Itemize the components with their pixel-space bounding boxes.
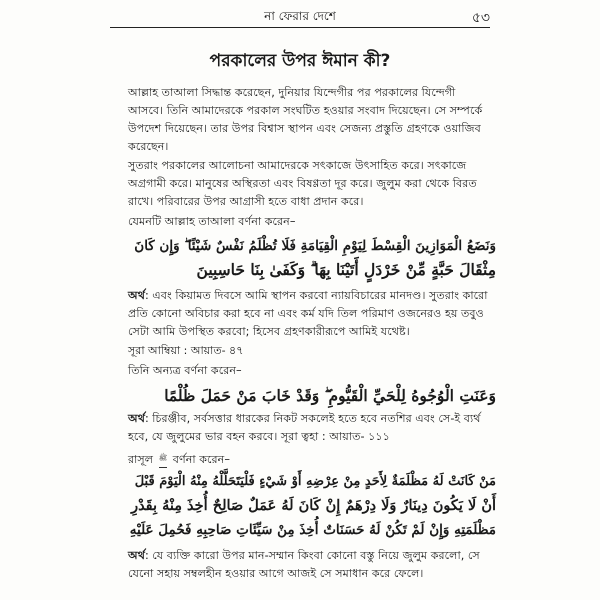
translation-1-text: : এবং কিয়ামত দিবসে আমি স্থাপন করবো ন্যায়বিচারের মানদণ্ড। সুতরাং কারো প্রতি কোনো অবিচার করা হবে না এবং কর্ম যদি তিল পরিমাণ ওজনেরও হয় তবুও সেটা আমি উপস্থিত করবো; হিসেব গ্রহণকারীরূপে আমিই যথেষ্ট। (128, 289, 488, 338)
verse-2-line-1: وَعَنَتِ الْوُجُوهُ لِلْحَيِّ الْقَيُّومِ ۖ وَقَدْ خَابَ مَنْ حَمَلَ ظُلْمًا (164, 386, 496, 405)
reference-1: সূরা আম্বিয়া : আয়াত- ৪৭ (128, 344, 244, 357)
paragraph-1: আল্লাহ তাআলা সিদ্ধান্ত করেছেন, দুনিয়ার যিন্দেগীর পর পরকালের যিন্দেগী আসবে। তিনি আমাদেরকে পরকাল সংঘটিত হওয়ার সংবাদ দিয়েছেন। সে সম্পর্কে উপদেশ দিয়েছেন। তার উপর বিশ্বাস স্থাপন এবং সেজন্য প্রস্তুতি গ্রহণকে ওয়াজিব করেছেন। (128, 86, 483, 153)
translation-1 (128, 287, 493, 341)
verse-1-line-2: مِثْقَالَ حَبَّةٍ مِّنْ خَرْدَلٍ أَتَيْنَا بِهَا ۗ وَكَفَىٰ بِنَا حَاسِبِينَ (196, 260, 496, 279)
hadith-line-2: أَنْ لَا يَكُونَ دِينَارٌ وَلَا دِرْهَمٌ إِنْ كَانَ لَهُ عَمَلٌ صَالِحٌ أُخِذَ مِنْهُ بِقَدْرِ (131, 497, 496, 514)
hadith-intro (128, 449, 493, 469)
hadith-intro-suffix: বর্ণনা করেন– (172, 453, 230, 466)
verse-intro-2: তিনি অন্যত্র বর্ণনা করেন– (128, 364, 242, 377)
hadith-line-3: مَظْلَمَتِهِ وَإِنْ لَمْ تَكُنْ لَهُ حَسَنَاتٌ أُخِذَ مِنْ سَيِّئَاتِ صَاحِبِهِ فَحُمِلَ عَلَيْهِ (129, 522, 496, 538)
translation-3 (128, 547, 493, 583)
translation-2-text: : চিরঞ্জীব, সর্বসত্তার ধারকের নিকট সকলেই হতে হবে নতশির এবং সে-ই ব্যর্থ হবে, যে জুলুমের ভার বহন করবে। (128, 412, 481, 443)
salawat-honorific: ﷺ (159, 449, 167, 468)
meaning-label: অর্থ (128, 412, 145, 425)
verse-1-line-1: وَنَضَعُ الْمَوَازِينَ الْقِسْطَ لِيَوْمِ الْقِيَامَةِ فَلَا تُظْلَمُ نَفْسٌ شَيْئًا ۖ وَإِن كَانَ (134, 238, 496, 254)
quran-verse-1 (124, 234, 496, 282)
translation-2 (128, 410, 493, 446)
header-rule (110, 27, 490, 28)
meaning-label: অর্থ (128, 289, 145, 302)
hadith-line-1: مَنْ كَانَتْ لَهُ مَظْلَمَةٌ لِأَحَدٍ مِنْ عِرْضِهِ أَوْ شَيْءٍ فَلْيَتَحَلَّلْهُ مِنْهُ الْيَوْمَ قَبْلَ (134, 474, 496, 489)
hadith-text (124, 470, 496, 542)
hadith-intro-prefix: রাসূল (128, 453, 154, 466)
meaning-label: অর্থ (128, 549, 145, 562)
section-heading: পরকালের উপর ঈমান কী? (209, 51, 391, 71)
quran-verse-2 (124, 384, 496, 408)
reference-2: সূরা ত্বহা : আয়াত- ১১১ (280, 430, 390, 443)
page-header (110, 6, 490, 28)
paragraph-2: সুতরাং পরকালের আলোচনা আমাদেরকে সৎকাজে উৎসাহিত করে। সৎকাজে অগ্রগামী করে। মানুষের অস্থিরতা এবং বিষণ্ণতা দূর করে। জুলুম করা থেকে বিরত রাখে। পরিবারের উপর আগ্রাসী হতে বাধা প্রদান করে। (128, 159, 477, 208)
verse-intro-1: যেমনটি আল্লাহ তাআলা বর্ণনা করেন– (128, 215, 296, 228)
page-number: ৫৩ (471, 10, 490, 26)
running-title: না ফেরার দেশে (264, 9, 336, 23)
translation-3-text: : যে ব্যক্তি কারো উপর মান-সম্মান কিংবা কোনো বস্তু নিয়ে জুলুম করলো, সে যেনো সহায় সম্বলহীন হওয়ার আগে আজই সে সমাধান করে ফেলে। (128, 549, 480, 580)
